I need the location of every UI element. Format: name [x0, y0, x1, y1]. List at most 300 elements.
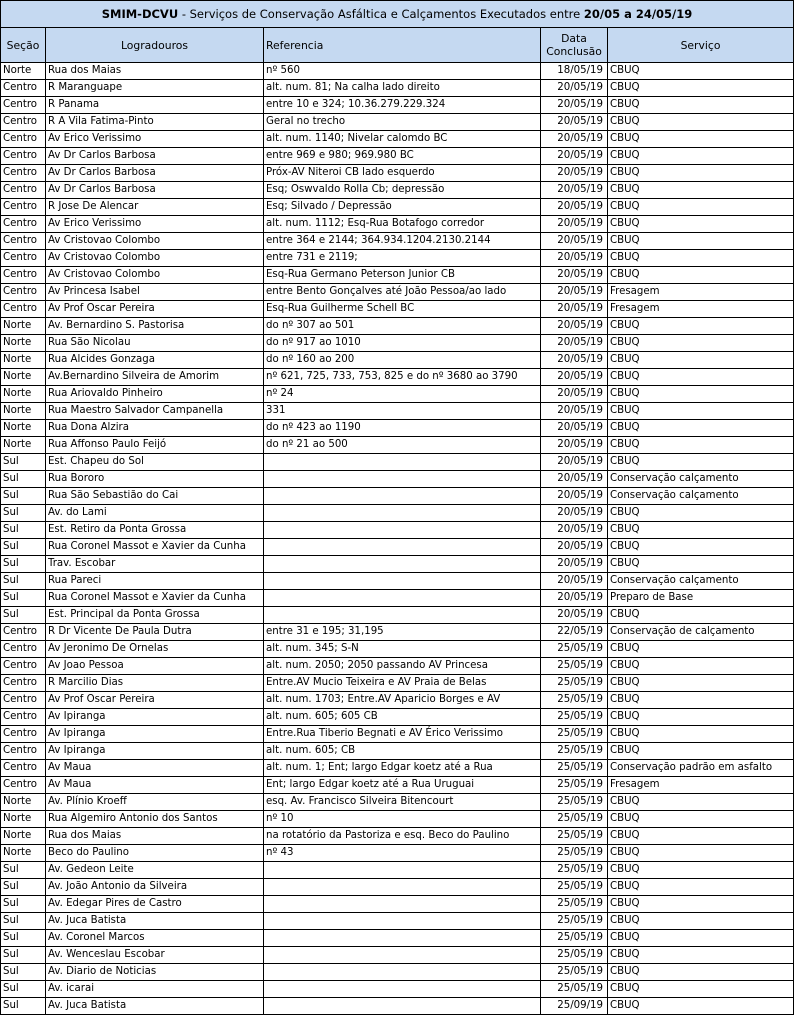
cell-logradouro: Est. Principal da Ponta Grossa: [46, 607, 264, 624]
cell-data: 20/05/19: [541, 352, 608, 369]
cell-logradouro: Av Cristovao Colombo: [46, 233, 264, 250]
cell-data: 20/05/19: [541, 471, 608, 488]
cell-data: 20/05/19: [541, 437, 608, 454]
cell-secao: Centro: [1, 692, 46, 709]
cell-servico: CBUQ: [608, 930, 794, 947]
cell-referencia: [264, 539, 541, 556]
table-row: [1, 811, 794, 828]
cell-servico: Fresagem: [608, 777, 794, 794]
cell-data: 25/05/19: [541, 913, 608, 930]
cell-data: 20/05/19: [541, 318, 608, 335]
cell-secao: Centro: [1, 114, 46, 131]
cell-servico: CBUQ: [608, 828, 794, 845]
cell-secao: Sul: [1, 879, 46, 896]
cell-logradouro: R Maranguape: [46, 80, 264, 97]
cell-servico: CBUQ: [608, 522, 794, 539]
cell-servico: CBUQ: [608, 947, 794, 964]
cell-secao: Centro: [1, 301, 46, 318]
cell-secao: Sul: [1, 998, 46, 1015]
cell-data: 25/05/19: [541, 947, 608, 964]
table-row: [1, 573, 794, 590]
cell-logradouro: Av. Wenceslau Escobar: [46, 947, 264, 964]
cell-referencia: nº 621, 725, 733, 753, 825 e do nº 3680 ao 3790: [264, 369, 541, 386]
table-row: [1, 947, 794, 964]
cell-servico: CBUQ: [608, 675, 794, 692]
cell-referencia: do nº 917 ao 1010: [264, 335, 541, 352]
cell-logradouro: Rua Ariovaldo Pinheiro: [46, 386, 264, 403]
title-range: 20/05 a 24/05/19: [583, 7, 693, 21]
col-header-referencia-label: Referencia: [266, 38, 324, 52]
cell-servico: CBUQ: [608, 199, 794, 216]
cell-logradouro: Av. do Lami: [46, 505, 264, 522]
cell-servico: CBUQ: [608, 539, 794, 556]
table-row: [1, 148, 794, 165]
table-row: [1, 913, 794, 930]
cell-data: 25/05/19: [541, 743, 608, 760]
cell-servico: CBUQ: [608, 811, 794, 828]
cell-logradouro: Av Maua: [46, 777, 264, 794]
cell-referencia: entre 969 e 980; 969.980 BC: [264, 148, 541, 165]
cell-data: 20/05/19: [541, 488, 608, 505]
cell-secao: Centro: [1, 148, 46, 165]
cell-data: 20/05/19: [541, 301, 608, 318]
cell-referencia: [264, 607, 541, 624]
cell-referencia: Entre.Rua Tiberio Begnati e AV Érico Verissimo: [264, 726, 541, 743]
cell-data: 20/05/19: [541, 267, 608, 284]
table-row: [1, 964, 794, 981]
cell-servico: CBUQ: [608, 131, 794, 148]
cell-data: 20/05/19: [541, 97, 608, 114]
cell-data: 25/05/19: [541, 828, 608, 845]
cell-referencia: alt. num. 2050; 2050 passando AV Princesa: [264, 658, 541, 675]
cell-referencia: entre 731 e 2119;: [264, 250, 541, 267]
cell-logradouro: Rua Maestro Salvador Campanella: [46, 403, 264, 420]
cell-secao: Sul: [1, 947, 46, 964]
col-header-servico: Serviço: [608, 28, 794, 63]
table-row: [1, 114, 794, 131]
col-header-referencia: [264, 28, 541, 63]
table-row: [1, 930, 794, 947]
cell-secao: Sul: [1, 981, 46, 998]
cell-data: 20/05/19: [541, 522, 608, 539]
cell-referencia: do nº 307 ao 501: [264, 318, 541, 335]
table-row: [1, 352, 794, 369]
cell-servico: CBUQ: [608, 505, 794, 522]
cell-logradouro: Av Princesa Isabel: [46, 284, 264, 301]
cell-logradouro: Rua São Nicolau: [46, 335, 264, 352]
cell-data: 20/05/19: [541, 403, 608, 420]
table-row: [1, 539, 794, 556]
cell-logradouro: Rua dos Maias: [46, 63, 264, 80]
cell-referencia: [264, 862, 541, 879]
cell-logradouro: Rua dos Maias: [46, 828, 264, 845]
cell-data: 25/05/19: [541, 964, 608, 981]
cell-referencia: na rotatório da Pastoriza e esq. Beco do Paulino: [264, 828, 541, 845]
cell-referencia: Esq; Silvado / Depressão: [264, 199, 541, 216]
report-title: [1, 1, 794, 28]
cell-secao: Sul: [1, 471, 46, 488]
cell-referencia: do nº 160 ao 200: [264, 352, 541, 369]
cell-logradouro: Av Erico Verissimo: [46, 131, 264, 148]
cell-referencia: Esq-Rua Guilherme Schell BC: [264, 301, 541, 318]
cell-servico: CBUQ: [608, 726, 794, 743]
cell-secao: Centro: [1, 216, 46, 233]
cell-referencia: entre 10 e 324; 10.36.279.229.324: [264, 97, 541, 114]
cell-logradouro: Av Ipiranga: [46, 726, 264, 743]
cell-referencia: alt. num. 1112; Esq-Rua Botafogo corredor: [264, 216, 541, 233]
cell-referencia: nº 10: [264, 811, 541, 828]
table-row: [1, 488, 794, 505]
cell-referencia: alt. num. 345; S-N: [264, 641, 541, 658]
cell-data: 25/05/19: [541, 930, 608, 947]
cell-servico: Fresagem: [608, 301, 794, 318]
cell-secao: Sul: [1, 913, 46, 930]
cell-servico: CBUQ: [608, 845, 794, 862]
cell-data: 20/05/19: [541, 114, 608, 131]
table-row: [1, 794, 794, 811]
table-row: [1, 709, 794, 726]
cell-logradouro: Rua Alcides Gonzaga: [46, 352, 264, 369]
cell-data: 25/05/19: [541, 675, 608, 692]
col-header-secao: Seção: [1, 28, 46, 63]
cell-referencia: nº 24: [264, 386, 541, 403]
cell-servico: CBUQ: [608, 913, 794, 930]
cell-referencia: [264, 454, 541, 471]
cell-servico: CBUQ: [608, 981, 794, 998]
cell-servico: CBUQ: [608, 556, 794, 573]
cell-logradouro: Av Prof Oscar Pereira: [46, 301, 264, 318]
cell-referencia: alt. num. 1; Ent; largo Edgar koetz até a Rua: [264, 760, 541, 777]
cell-referencia: Geral no trecho: [264, 114, 541, 131]
table-row: [1, 862, 794, 879]
cell-referencia: [264, 981, 541, 998]
cell-logradouro: Av. Plínio Kroeff: [46, 794, 264, 811]
cell-logradouro: Rua Affonso Paulo Feijó: [46, 437, 264, 454]
cell-logradouro: Rua Pareci: [46, 573, 264, 590]
cell-servico: CBUQ: [608, 607, 794, 624]
cell-data: 20/05/19: [541, 573, 608, 590]
cell-referencia: [264, 879, 541, 896]
table-row: [1, 726, 794, 743]
cell-secao: Centro: [1, 97, 46, 114]
cell-referencia: do nº 21 ao 500: [264, 437, 541, 454]
cell-referencia: nº 43: [264, 845, 541, 862]
cell-logradouro: Av. icarai: [46, 981, 264, 998]
cell-logradouro: R Panama: [46, 97, 264, 114]
cell-logradouro: Av. Juca Batista: [46, 913, 264, 930]
cell-data: 25/05/19: [541, 760, 608, 777]
cell-secao: Centro: [1, 624, 46, 641]
cell-data: 25/05/19: [541, 811, 608, 828]
cell-data: 25/05/19: [541, 692, 608, 709]
cell-servico: CBUQ: [608, 794, 794, 811]
cell-secao: Sul: [1, 590, 46, 607]
cell-secao: Centro: [1, 777, 46, 794]
cell-logradouro: R Jose De Alencar: [46, 199, 264, 216]
cell-servico: CBUQ: [608, 318, 794, 335]
cell-logradouro: R Marcilio Dias: [46, 675, 264, 692]
cell-secao: Norte: [1, 420, 46, 437]
cell-servico: Preparo de Base: [608, 590, 794, 607]
cell-secao: Norte: [1, 386, 46, 403]
cell-data: 20/05/19: [541, 590, 608, 607]
cell-referencia: esq. Av. Francisco Silveira Bitencourt: [264, 794, 541, 811]
cell-logradouro: Av. João Antonio da Silveira: [46, 879, 264, 896]
table-row: [1, 80, 794, 97]
cell-secao: Centro: [1, 284, 46, 301]
cell-referencia: [264, 471, 541, 488]
cell-logradouro: R Dr Vicente De Paula Dutra: [46, 624, 264, 641]
cell-servico: CBUQ: [608, 63, 794, 80]
cell-data: 25/05/19: [541, 726, 608, 743]
col-header-logradouros: Logradouros: [46, 28, 264, 63]
cell-data: 20/05/19: [541, 505, 608, 522]
cell-secao: Norte: [1, 845, 46, 862]
cell-data: 25/05/19: [541, 658, 608, 675]
cell-servico: CBUQ: [608, 80, 794, 97]
table-row: [1, 590, 794, 607]
cell-logradouro: Rua Bororo: [46, 471, 264, 488]
cell-secao: Norte: [1, 352, 46, 369]
cell-logradouro: Est. Retiro da Ponta Grossa: [46, 522, 264, 539]
cell-servico: CBUQ: [608, 250, 794, 267]
cell-servico: Conservação calçamento: [608, 471, 794, 488]
cell-logradouro: Av Jeronimo De Ornelas: [46, 641, 264, 658]
table-row: [1, 233, 794, 250]
cell-logradouro: Av Ipiranga: [46, 743, 264, 760]
cell-data: 20/05/19: [541, 556, 608, 573]
table-row: [1, 658, 794, 675]
cell-data: 20/05/19: [541, 131, 608, 148]
cell-data: 25/05/19: [541, 641, 608, 658]
cell-referencia: [264, 488, 541, 505]
cell-secao: Sul: [1, 964, 46, 981]
cell-data: 25/05/19: [541, 709, 608, 726]
cell-referencia: Próx-AV Niteroi CB lado esquerdo: [264, 165, 541, 182]
cell-logradouro: Av Dr Carlos Barbosa: [46, 182, 264, 199]
cell-data: 20/05/19: [541, 250, 608, 267]
cell-secao: Sul: [1, 862, 46, 879]
cell-referencia: [264, 896, 541, 913]
cell-servico: CBUQ: [608, 182, 794, 199]
cell-logradouro: Av Joao Pessoa: [46, 658, 264, 675]
table-row: [1, 845, 794, 862]
cell-secao: Sul: [1, 930, 46, 947]
table-row: [1, 522, 794, 539]
column-header-row: [1, 28, 794, 63]
cell-servico: Conservação calçamento: [608, 488, 794, 505]
table-row: [1, 437, 794, 454]
cell-secao: Sul: [1, 556, 46, 573]
cell-servico: CBUQ: [608, 862, 794, 879]
table-row: [1, 335, 794, 352]
cell-servico: CBUQ: [608, 352, 794, 369]
cell-servico: CBUQ: [608, 437, 794, 454]
cell-secao: Sul: [1, 607, 46, 624]
cell-logradouro: Beco do Paulino: [46, 845, 264, 862]
cell-referencia: Ent; largo Edgar koetz até a Rua Uruguai: [264, 777, 541, 794]
cell-logradouro: Trav. Escobar: [46, 556, 264, 573]
cell-data: 25/05/19: [541, 896, 608, 913]
table-row: [1, 896, 794, 913]
cell-data: 20/05/19: [541, 386, 608, 403]
cell-referencia: [264, 556, 541, 573]
cell-referencia: [264, 947, 541, 964]
cell-servico: CBUQ: [608, 267, 794, 284]
title-prefix: SMIM-DCVU: [101, 7, 179, 21]
table-row: [1, 607, 794, 624]
cell-data: 20/05/19: [541, 607, 608, 624]
cell-servico: CBUQ: [608, 97, 794, 114]
cell-data: 25/05/19: [541, 794, 608, 811]
cell-logradouro: Rua Coronel Massot e Xavier da Cunha: [46, 590, 264, 607]
table-row: [1, 267, 794, 284]
cell-referencia: nº 560: [264, 63, 541, 80]
cell-logradouro: Av. Gedeon Leite: [46, 862, 264, 879]
table-row: [1, 879, 794, 896]
cell-servico: Conservação de calçamento: [608, 624, 794, 641]
cell-secao: Sul: [1, 454, 46, 471]
cell-referencia: alt. num. 1140; Nivelar calomdo BC: [264, 131, 541, 148]
cell-logradouro: Av Maua: [46, 760, 264, 777]
cell-data: 20/05/19: [541, 199, 608, 216]
table-row: [1, 675, 794, 692]
table-row: [1, 692, 794, 709]
cell-secao: Sul: [1, 539, 46, 556]
cell-data: 20/05/19: [541, 182, 608, 199]
cell-secao: Centro: [1, 250, 46, 267]
cell-referencia: alt. num. 1703; Entre.AV Aparicio Borges e AV: [264, 692, 541, 709]
cell-servico: CBUQ: [608, 709, 794, 726]
cell-referencia: [264, 505, 541, 522]
cell-secao: Norte: [1, 63, 46, 80]
table-row: [1, 386, 794, 403]
table-row: [1, 471, 794, 488]
cell-logradouro: Av Ipiranga: [46, 709, 264, 726]
cell-data: 25/05/19: [541, 862, 608, 879]
cell-data: 25/05/19: [541, 845, 608, 862]
cell-servico: CBUQ: [608, 114, 794, 131]
table-row: [1, 403, 794, 420]
cell-secao: Norte: [1, 318, 46, 335]
cell-secao: Norte: [1, 794, 46, 811]
cell-referencia: 331: [264, 403, 541, 420]
cell-servico: CBUQ: [608, 896, 794, 913]
cell-secao: Sul: [1, 522, 46, 539]
cell-servico: CBUQ: [608, 964, 794, 981]
cell-data: 20/05/19: [541, 165, 608, 182]
cell-servico: Conservação padrão em asfalto: [608, 760, 794, 777]
cell-referencia: entre 364 e 2144; 364.934.1204.2130.2144: [264, 233, 541, 250]
cell-servico: CBUQ: [608, 454, 794, 471]
cell-secao: Centro: [1, 199, 46, 216]
table-row: [1, 318, 794, 335]
cell-logradouro: Av. Diario de Noticias: [46, 964, 264, 981]
cell-secao: Norte: [1, 369, 46, 386]
cell-secao: Centro: [1, 760, 46, 777]
cell-data: 20/05/19: [541, 80, 608, 97]
cell-servico: CBUQ: [608, 420, 794, 437]
cell-referencia: entre 31 e 195; 31,195: [264, 624, 541, 641]
cell-logradouro: Est. Chapeu do Sol: [46, 454, 264, 471]
table-row: [1, 216, 794, 233]
cell-secao: Norte: [1, 335, 46, 352]
cell-referencia: entre Bento Gonçalves até João Pessoa/ao lado: [264, 284, 541, 301]
cell-servico: CBUQ: [608, 998, 794, 1015]
cell-data: 20/05/19: [541, 420, 608, 437]
cell-logradouro: Av.Bernardino Silveira de Amorim: [46, 369, 264, 386]
cell-secao: Centro: [1, 743, 46, 760]
cell-logradouro: R A Vila Fatima-Pinto: [46, 114, 264, 131]
cell-logradouro: Av. Coronel Marcos: [46, 930, 264, 947]
cell-referencia: alt. num. 605; 605 CB: [264, 709, 541, 726]
cell-referencia: [264, 590, 541, 607]
table-row: [1, 301, 794, 318]
table-row: [1, 63, 794, 80]
cell-logradouro: Av Erico Verissimo: [46, 216, 264, 233]
cell-servico: CBUQ: [608, 233, 794, 250]
cell-servico: CBUQ: [608, 165, 794, 182]
table-row: [1, 165, 794, 182]
table-row: [1, 131, 794, 148]
cell-servico: CBUQ: [608, 148, 794, 165]
cell-logradouro: Av Cristovao Colombo: [46, 267, 264, 284]
table-row: [1, 454, 794, 471]
cell-logradouro: Av Prof Oscar Pereira: [46, 692, 264, 709]
cell-logradouro: Rua São Sebastião do Cai: [46, 488, 264, 505]
cell-data: 20/05/19: [541, 216, 608, 233]
cell-secao: Centro: [1, 267, 46, 284]
cell-referencia: Entre.AV Mucio Teixeira e AV Praia de Belas: [264, 675, 541, 692]
cell-referencia: [264, 913, 541, 930]
cell-secao: Centro: [1, 726, 46, 743]
cell-referencia: alt. num. 81; Na calha lado direito: [264, 80, 541, 97]
table-row: [1, 369, 794, 386]
cell-secao: Sul: [1, 505, 46, 522]
table-row: [1, 284, 794, 301]
cell-secao: Centro: [1, 233, 46, 250]
cell-servico: CBUQ: [608, 743, 794, 760]
table-row: [1, 182, 794, 199]
table-row: [1, 97, 794, 114]
cell-secao: Norte: [1, 437, 46, 454]
table-row: [1, 624, 794, 641]
cell-logradouro: Av. Bernardino S. Pastorisa: [46, 318, 264, 335]
cell-logradouro: Av. Edegar Pires de Castro: [46, 896, 264, 913]
table-row: [1, 641, 794, 658]
cell-secao: Centro: [1, 658, 46, 675]
cell-secao: Centro: [1, 80, 46, 97]
cell-logradouro: Av Dr Carlos Barbosa: [46, 148, 264, 165]
cell-secao: Centro: [1, 165, 46, 182]
cell-servico: CBUQ: [608, 386, 794, 403]
cell-secao: Centro: [1, 675, 46, 692]
cell-referencia: [264, 998, 541, 1015]
table-row: [1, 505, 794, 522]
cell-data: 25/05/19: [541, 981, 608, 998]
cell-servico: CBUQ: [608, 879, 794, 896]
cell-data: 20/05/19: [541, 284, 608, 301]
cell-logradouro: Av Cristovao Colombo: [46, 250, 264, 267]
cell-servico: CBUQ: [608, 216, 794, 233]
cell-data: 20/05/19: [541, 148, 608, 165]
cell-secao: Sul: [1, 573, 46, 590]
cell-data: 22/05/19: [541, 624, 608, 641]
cell-data: 25/09/19: [541, 998, 608, 1015]
table-row: [1, 420, 794, 437]
cell-referencia: [264, 964, 541, 981]
table-row: [1, 828, 794, 845]
